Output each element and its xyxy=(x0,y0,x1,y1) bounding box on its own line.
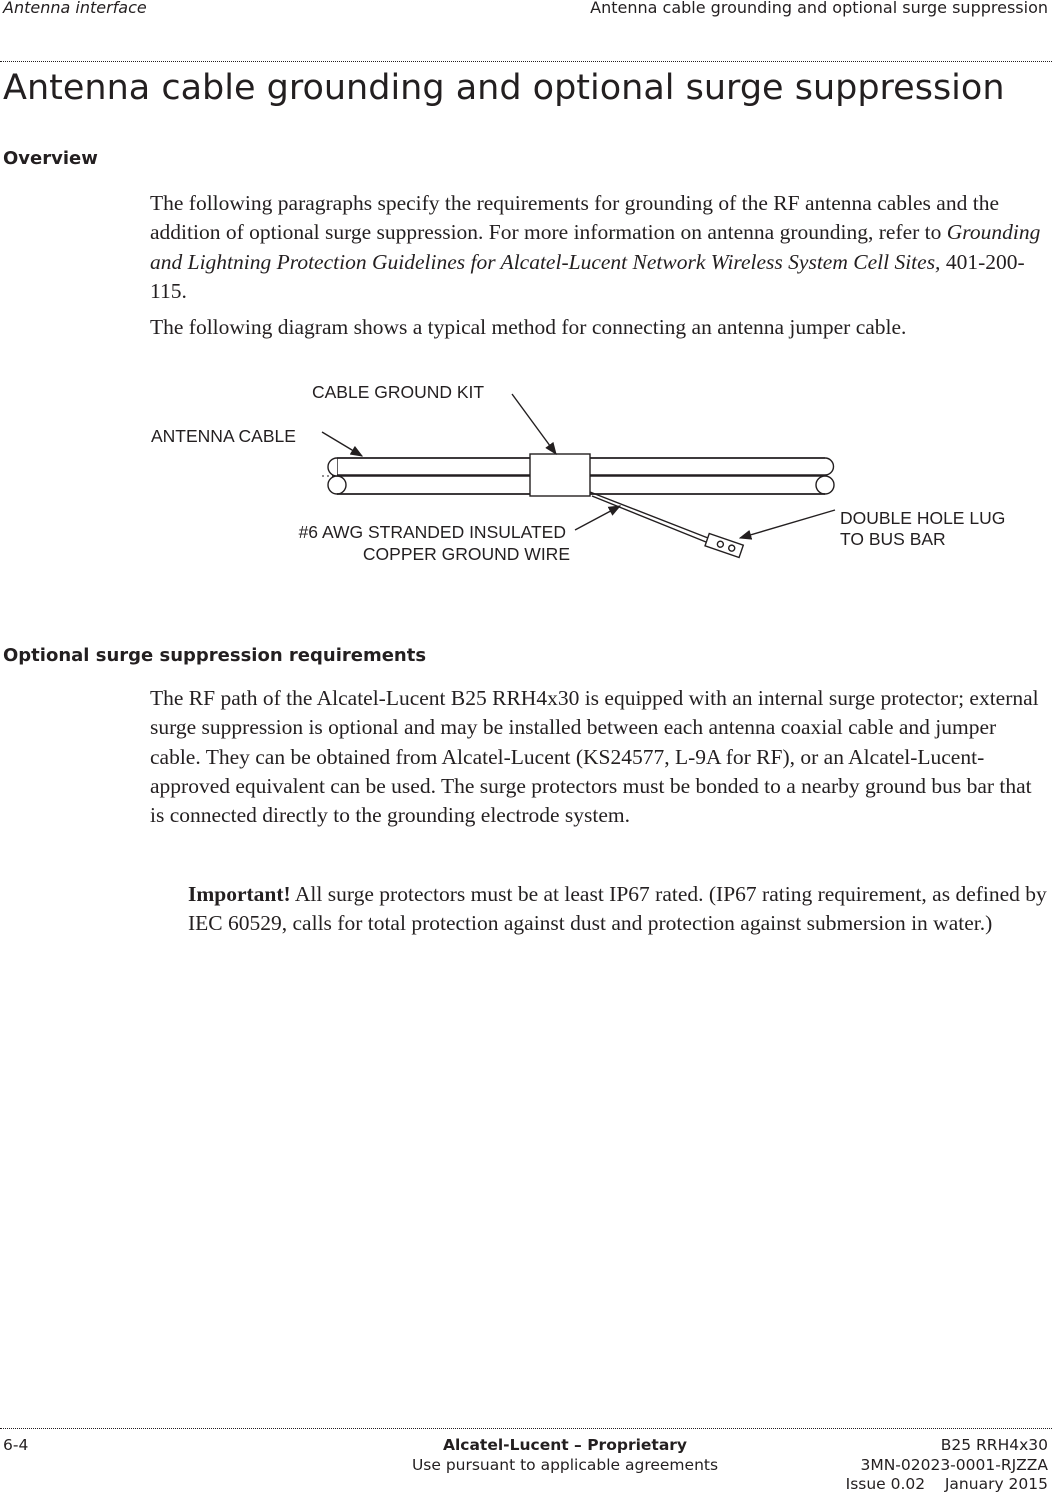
important-label: Important! xyxy=(188,882,291,906)
overview-paragraph-2: The following diagram shows a typical method for connecting an antenna jumper cable. xyxy=(150,315,907,340)
document-number: 3MN-02023-0001-RJZZA xyxy=(860,1455,1048,1474)
lug-leader-arrow xyxy=(740,510,835,538)
label-ground-wire-line1: #6 AWG STRANDED INSULATED xyxy=(298,522,566,542)
cable-ground-kit xyxy=(530,454,590,496)
double-hole-lug xyxy=(705,534,743,558)
proprietary-notice: Alcatel-Lucent – Proprietary xyxy=(442,1436,688,1454)
label-lug-line2: TO BUS BAR xyxy=(840,529,946,549)
overview-body xyxy=(150,189,1050,342)
header-divider xyxy=(0,61,1052,62)
important-text: All surge protectors must be at least IP67 rated. (IP67 rating requirement, as defined by IEC 60529, calls for total protection against dust and protection against submersion in water.) xyxy=(188,882,1047,936)
ground-wire xyxy=(590,492,708,542)
footer-divider xyxy=(0,1428,1052,1429)
running-header-right: Antenna cable grounding and optional surge suppression xyxy=(590,0,1048,17)
wire-leader-arrow xyxy=(575,506,620,530)
cable-leader-arrow xyxy=(322,432,362,456)
page-number: 6-4 xyxy=(3,1436,29,1454)
label-lug-line1: DOUBLE HOLE LUG xyxy=(840,508,1006,528)
label-cable-ground-kit: CABLE GROUND KIT xyxy=(312,382,485,402)
reference-number: 401-200-115. xyxy=(150,249,1025,303)
overview-paragraph-1 xyxy=(150,189,1050,306)
cable-grounding-diagram xyxy=(0,370,1052,580)
overview-paragraph-1-text: The following paragraphs specify the requirements for grounding of the RF antenna cables and the addition of optional surge suppression. For more information on antenna grounding, refer to xyxy=(150,191,999,245)
overview-heading: Overview xyxy=(3,148,98,169)
footer-right xyxy=(846,1436,1048,1495)
surge-heading: Optional surge suppression requirements xyxy=(3,645,427,666)
label-ground-wire-line2: COPPER GROUND WIRE xyxy=(362,544,570,564)
issue-date: Issue 0.02 January 2015 xyxy=(845,1475,1048,1493)
reference-title: Grounding and Lightning Protection Guidelines for Alcatel-Lucent Network Wireless System Cell Sites, xyxy=(150,220,1041,274)
label-antenna-cable: ANTENNA CABLE xyxy=(151,426,296,446)
usage-notice: Use pursuant to applicable agreements xyxy=(411,1455,719,1474)
important-note xyxy=(188,880,1050,939)
footer-center xyxy=(400,1436,730,1475)
kit-leader-arrow xyxy=(512,394,556,454)
surge-paragraph: The RF path of the Alcatel-Lucent B25 RRH4x30 is equipped with an internal surge protector; external surge suppression is optional and may be installed between each antenna coaxial cable and jumper cable. They can be obtained from Alcatel-Lucent (KS24577, L-9A for RF), or an Alcatel-Lucent-approved equivalent can be used. The surge protectors must be bonded to a nearby ground bus bar that is connected directly to the grounding electrode system. xyxy=(150,686,1039,828)
running-header-left: Antenna interface xyxy=(3,0,147,17)
product-name: B25 RRH4x30 xyxy=(940,1436,1048,1454)
page-title: Antenna cable grounding and optional surge suppression xyxy=(3,68,1005,108)
